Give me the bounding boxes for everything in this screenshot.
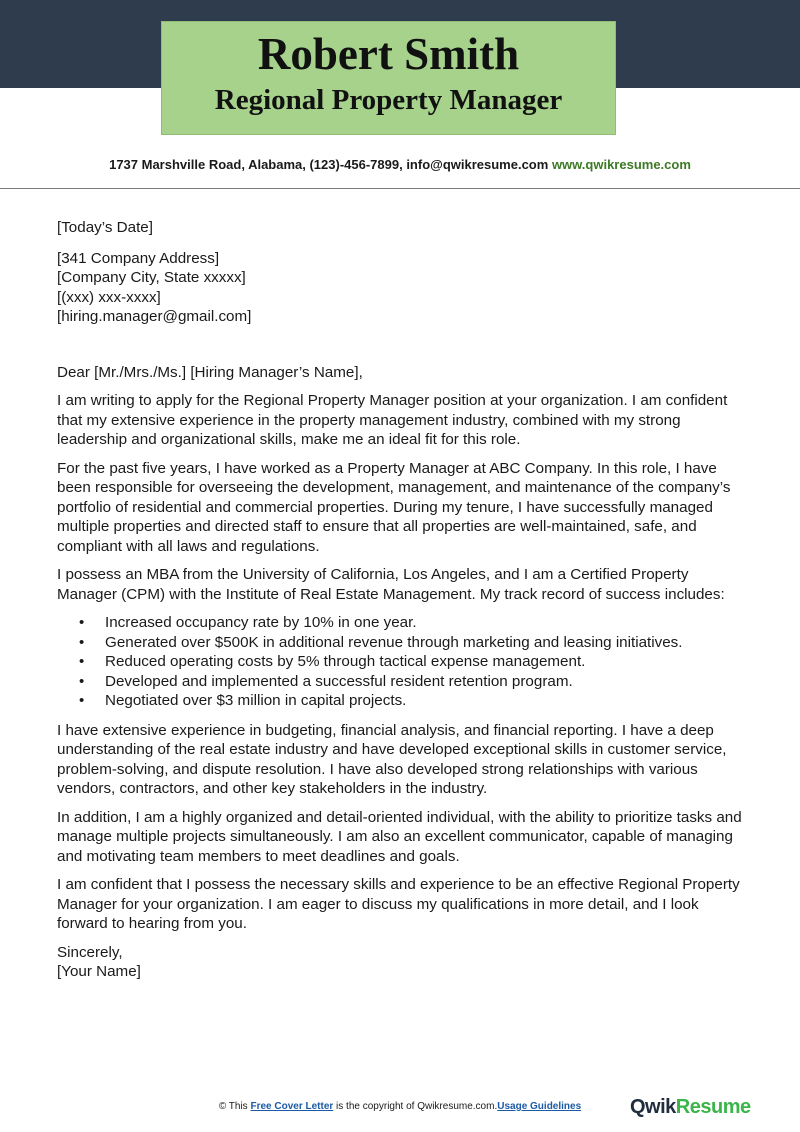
website-link[interactable]: www.qwikresume.com: [551, 157, 691, 172]
applicant-name: Robert Smith: [257, 29, 520, 79]
recipient-email: [hiring.manager@gmail.com]: [57, 308, 252, 325]
list-item: • Increased occupancy rate by 10% in one year.: [57, 613, 747, 633]
list-item: • Reduced operating costs by 5% through tactical expense management.: [57, 652, 747, 672]
qwikresume-logo: [630, 1096, 751, 1119]
paragraph-closing: I am confident that I possess the necessary skills and experience to be an effective Regional Property Manager for your organization. I am eager to discuss my qualifications in more detail, and I look forward to hearing from you.: [57, 876, 740, 932]
job-title: Regional Property Manager: [214, 84, 563, 116]
list-item: • Generated over $500K in additional revenue through marketing and leasing initiatives.: [57, 633, 747, 653]
paragraph-intro: I am writing to apply for the Regional Property Manager position at your organization. I am confident that my extensive experience in the property management industry, combined with my strong leadership and organizational skills, make me an ideal fit for this role.: [57, 392, 728, 448]
recipient-address: [341 Company Address]: [57, 249, 220, 267]
paragraph-qualities: In addition, I am a highly organized and detail-oriented individual, with the ability to prioritize tasks and manage multiple projects simultaneously. I am also an excellent communicator, capable of managing and motivating team members to meet deadlines and goals.: [57, 808, 742, 865]
footer-middle: is the copyright of Qwikresume.com.: [333, 1101, 498, 1112]
list-item: • Negotiated over $3 million in capital projects.: [57, 691, 747, 711]
salutation: Dear [Mr./Mrs./Ms.] [Hiring Manager’s Name],: [57, 363, 363, 381]
achievements-list: [57, 613, 747, 711]
signoff: Sincerely,: [57, 943, 123, 961]
recipient-phone: [(xxx) xxx-xxxx]: [57, 288, 161, 306]
paragraph-experience: For the past five years, I have worked as a Property Manager at ABC Company. In this role, I have been responsible for overseeing the development, management, and maintenance of the company’s portfolio of residential and commercial properties. During my tenure, I have successfully managed multiple properties and directed staff to ensure that all properties are well-maintained, safe, and compliant with all laws and regulations.: [57, 459, 731, 555]
footer-prefix: © This: [218, 1101, 251, 1112]
paragraph-skills: I have extensive experience in budgeting, financial analysis, and financial reporting. I have a deep understanding of the real estate industry and have developed exceptional skills in customer service, problem-solving, and dispute resolution. I have also developed strong relationships with various vendors, contractors, and other key stakeholders in the industry.: [57, 721, 727, 797]
header-divider: [0, 188, 800, 189]
usage-guidelines-link[interactable]: Usage Guidelines: [497, 1101, 582, 1112]
list-item: • Developed and implemented a successful resident retention program.: [57, 672, 747, 692]
free-cover-letter-link[interactable]: Free Cover Letter: [250, 1101, 334, 1112]
letter-date: [Today’s Date]: [57, 219, 153, 236]
recipient-city: [Company City, State xxxxx]: [57, 269, 246, 286]
paragraph-education: I possess an MBA from the University of California, Los Angeles, and I am a Certified Property Manager (CPM) with the Institute of Real Estate Management. My track record of success includes:: [57, 566, 725, 603]
logo-part-qwik: Qwik: [630, 1096, 676, 1118]
contact-details: 1737 Marshville Road, Alabama, (123)-456-7899, info@qwikresume.com: [109, 157, 549, 172]
name-banner: [161, 21, 616, 135]
contact-line: [0, 157, 800, 172]
letter-body: [57, 218, 747, 982]
logo-part-resume: Resume: [675, 1096, 751, 1118]
signature: [Your Name]: [57, 963, 141, 980]
